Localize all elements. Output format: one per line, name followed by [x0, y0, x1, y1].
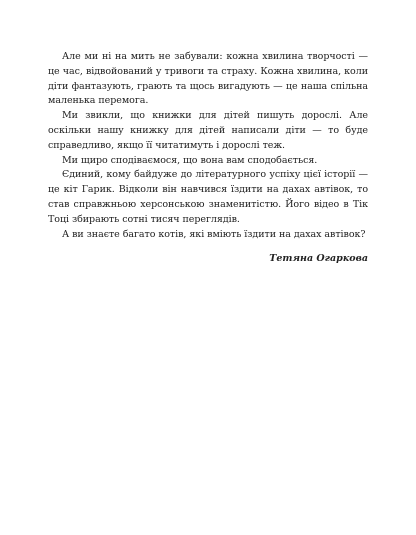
paragraph-5: А ви знаєте багато котів, які вміють їздити на дахах автівок?: [62, 228, 366, 240]
page-content: [48, 50, 368, 266]
paragraph-3: Ми щиро сподіваємося, що вона вам сподобається.: [62, 154, 318, 166]
author-signature: Тетяна Огаркова: [269, 253, 368, 265]
paragraph-2: Ми звикли, що книжки для дітей пишуть дорослі. Але оскільки нашу книжку для дітей написали діти — то буде справедливо, якщо її читатимуть і дорослі теж.: [48, 110, 368, 151]
paragraph-4: Єдиний, кому байдуже до літературного успіху цієї історії — це кіт Гарик. Відколи він навчився їздити на дахах автівок, то став справжньою херсонською знаменитістю. Його відео в Тік Тоці збирають сотні тисяч переглядів.: [48, 169, 368, 225]
paragraph-1: Але ми ні на мить не забували: кожна хвилина творчості — це час, відвойований у тривоги та страху. Кожна хвилина, коли діти фантазують, грають та щось вигадують — це наша спільна маленька перемога.: [48, 51, 368, 107]
